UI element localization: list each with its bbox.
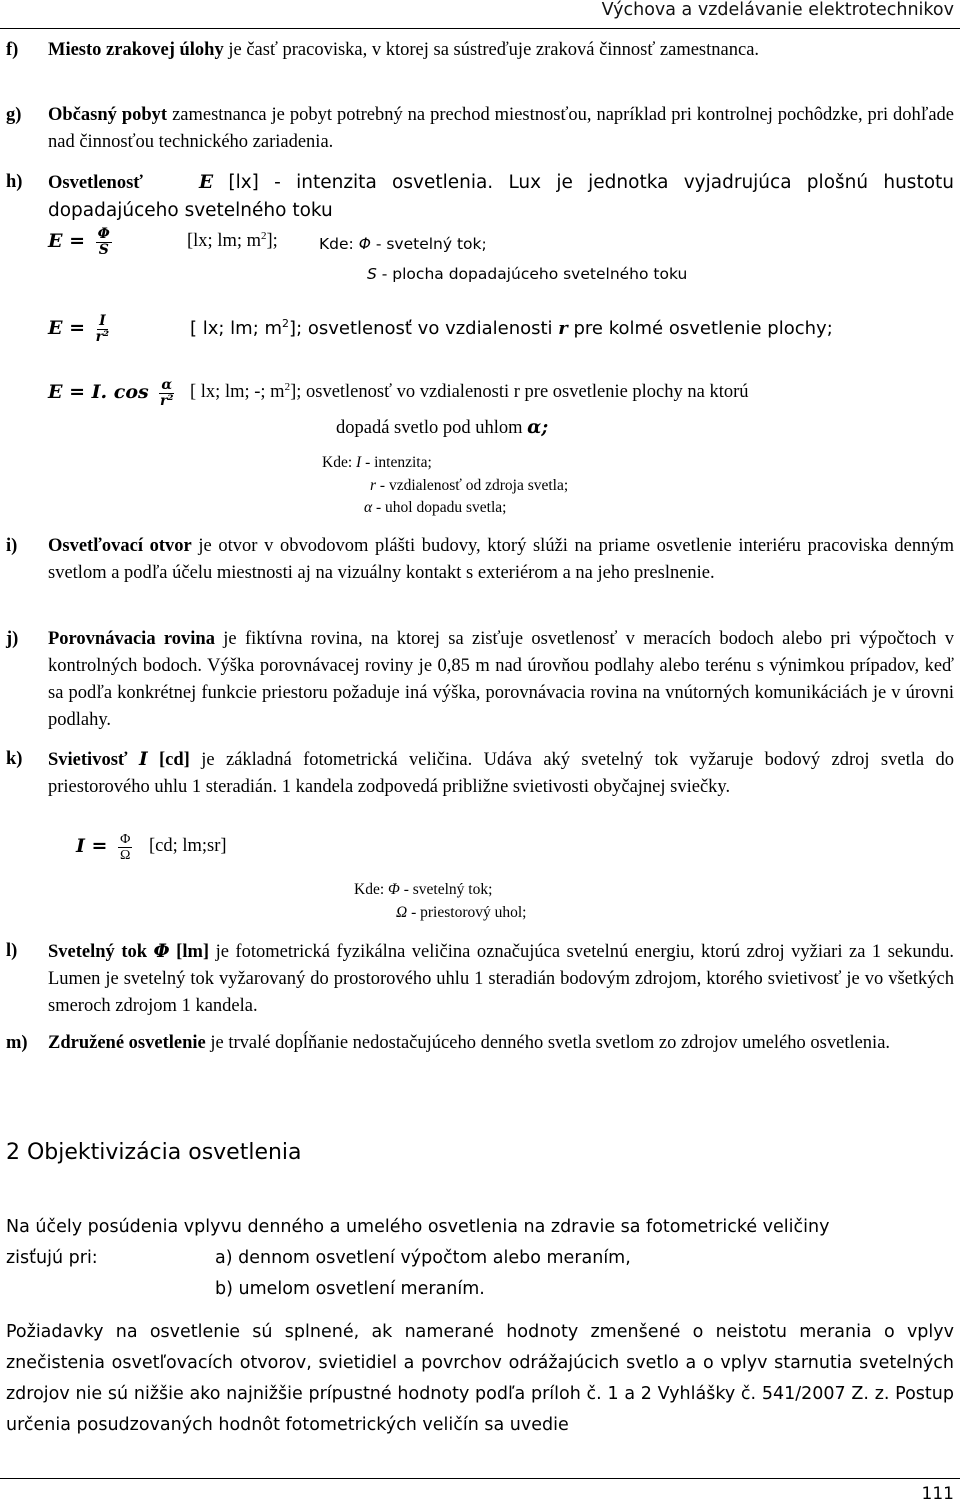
formula-e-i-r2 [48,314,109,345]
item-label: f) [6,40,19,60]
formula-2-desc [190,317,833,339]
definition-text: je základná fotometrická veličina. Udáva aký svetelný tok vyžaruje bodový zdroj svetla do priestorového uhlu 1 steradián. 1 kandela zodpovedá približne svietivosti obyčajnej sviečky. [48,750,954,797]
fraction [159,378,174,409]
item-label: l) [6,941,18,961]
item-label: i) [6,536,18,556]
definition-text: [lx] - intenzita osvetlenia. Lux je jednotka vyjadrujúca plošnú hustotu dopadajúceho svetelného toku [48,172,955,221]
formula-legend-phi [319,235,487,253]
formula-legend-r [370,477,568,495]
symbol: Φ [358,235,371,253]
paragraph-2: Požiadavky na osvetlenie sú splnené, ak namerané hodnoty zmenšené o neistotu merania o vplyv znečistenia osvetľovacích otvorov, svietidiel a povrchov odrážajúcich svetlo a o vplyv starnutia svetelných zdrojov nie sú nižšie ako najnižšie prípustné hodnoty podľa príloh č. 1 a 2 Vyhlášky č. 541/2007 Z. z. Postup určenia posudzovaných hodnôt fotometrických veličín sa uvedie [6,1322,954,1435]
term: Osvetlenosť [48,173,143,193]
units-end: ]; [266,231,278,252]
numerator: Φ [120,832,131,847]
formula-legend-alpha [364,499,506,517]
definition-l [6,938,954,1020]
definition-text: je otvor v obvodovom plášti budovy, ktorý slúži na priame osvetlenie interiéru pracoviska denným svetlom a podľa účelu miestnosti aj na vizuálny kontakt s exteriérom a na jeho preslnenie. [48,536,954,583]
term: Porovnávacia rovina [48,629,215,649]
units: [lx; lm; m [187,231,261,252]
definition-text: je fiktívna rovina, na ktorej sa zisťuje osvetlenosť v meracích bodoch alebo pri výpočtoch v kontrolných bodoch. Výška porovnávacej roviny je 0,85 m nad úrovňou podlahy alebo terénu s výnimkou prípadov, keď sa podľa konkrétnej funkcie priestoru požaduje iná výška, porovnávacia rovina na vnútorných komunikáciách je v úrovni podlahy. [48,629,954,730]
list-item-b: b) umelom osvetlení meraním. [215,1279,485,1299]
formula-lhs: E = I. cos [48,380,149,403]
units: [ lx; lm; -; m [190,382,285,403]
formula-lhs: E = [48,229,86,252]
symbol: r [558,318,568,339]
units-end: ]; osvetlenosť vo vzdialenosti [289,318,559,339]
item-label: g) [6,105,22,125]
item-label: m) [6,1033,28,1053]
list-item-a: a) dennom osvetlení výpočtom alebo meraním, [215,1248,631,1268]
definition-f [6,37,954,64]
definition-text: zamestnanca je pobyt potrebný na prechod miestnosťou, napríklad pri kontrolnej pochôdzke, pri dohľade nad činnosťou technického zariadenia. [48,105,954,152]
denominator: r² [95,329,110,345]
desc: - priestorový uhol; [407,904,527,921]
numerator: I [99,313,106,329]
kde: Kde: [319,235,354,253]
symbol: E [199,172,214,193]
formula-legend-i [322,454,432,472]
desc: - uhol dopadu svetla; [372,499,507,516]
item-label: k) [6,749,23,769]
symbol: I [138,749,148,770]
footer-divider [0,1478,960,1479]
numerator: Φ [97,226,110,242]
definition-text: je fotometrická fyzikálna veličina označujúca svetelnú energiu, ktorú zdroj vyžiari za 1 sekundu. Lumen je svetelný tok vyžarovaný do prostorového uhlu 1 steradián bodovým zdrojom, ktorého svietivosť je vo všetkých smeroch zdrojom 1 kandela. [48,942,954,1016]
term: Svetelný tok [48,942,148,962]
formula-legend-s [367,265,687,283]
term: Miesto zrakovej úlohy [48,40,224,60]
units-end: ]; osvetlenosť vo vzdialenosti r pre osvetlenie plochy na ktorú [290,382,749,403]
symbol: r [370,477,377,494]
fraction [118,832,132,863]
desc: - intenzita; [361,454,432,471]
header-divider [0,28,960,29]
fraction [96,227,112,258]
numerator: α [161,377,173,393]
kde: Kde: [322,454,353,471]
paragraph-1-line-2: zisťujú pri: [6,1248,98,1268]
formula-units [187,230,278,252]
running-header: Výchova a vzdelávanie elektrotechnikov [601,0,954,20]
formula-e-i-cos [48,378,174,409]
definition-h [6,169,954,225]
superscript: 2 [284,381,291,393]
definition-j [6,626,954,734]
units: [ lx; lm; m [190,318,283,339]
formula-legend-omega [396,904,526,922]
fraction [96,314,110,345]
paragraph-1-line-1: Na účely posúdenia vplyvu denného a umelého osvetlenia na zdravie sa fotometrické veličiny [6,1217,830,1237]
formula-4-units: [cd; lm;sr] [149,836,227,856]
symbol: Φ [153,941,170,962]
formula-lhs: E = [48,316,86,339]
text: dopadá svetlo pod uhlom [336,418,528,438]
formula-3-desc [190,381,749,403]
term: Občasný pobyt [48,105,168,125]
formula-e-phi-s [48,227,112,258]
term: Združené osvetlenie [48,1033,206,1053]
section-heading: 2 Objektivizácia osvetlenia [6,1140,302,1165]
item-label: h) [6,172,23,192]
definition-g [6,102,954,156]
symbol: S [367,265,377,283]
desc: - plocha dopadajúceho svetelného toku [376,265,688,283]
formula-legend-phi-2 [354,881,492,899]
kde: Kde: [354,881,385,898]
item-label: j) [6,629,19,649]
superscript: 2 [282,317,290,330]
symbol: I [356,454,362,471]
definition-text: je trvalé dopĺňanie nedostačujúceho denného svetla svetlom zo zdrojov umelého osvetlenia. [205,1033,891,1053]
definition-k [6,746,954,801]
denominator: S [98,242,109,258]
symbol: Φ [388,881,400,898]
formula-3-desc-line2 [336,417,548,439]
formula-lhs: I = [76,834,108,857]
unit: [lm] [176,942,210,962]
term: Svietivosť [48,750,128,770]
term: Osvetľovací otvor [48,536,192,556]
definition-i [6,533,954,587]
symbol: α; [527,417,549,438]
unit: [cd] [159,750,190,770]
denominator: Ω [119,848,131,863]
symbol: Ω [396,904,408,921]
superscript: 2 [261,230,267,242]
formula-i-phi-omega [76,832,132,863]
symbol: α [364,499,373,516]
denominator: r² [159,393,174,409]
desc: - svetelný tok; [399,881,493,898]
definition-m [6,1030,954,1057]
page-number: 111 [921,1484,954,1504]
desc: - vzdialenosť od zdroja svetla; [376,477,569,494]
definition-text: je časť pracoviska, v ktorej sa sústreďuje zraková činnosť zamestnanca. [223,40,760,60]
tail: pre kolmé osvetlenie plochy; [567,318,833,339]
desc: - svetelný tok; [370,235,487,253]
